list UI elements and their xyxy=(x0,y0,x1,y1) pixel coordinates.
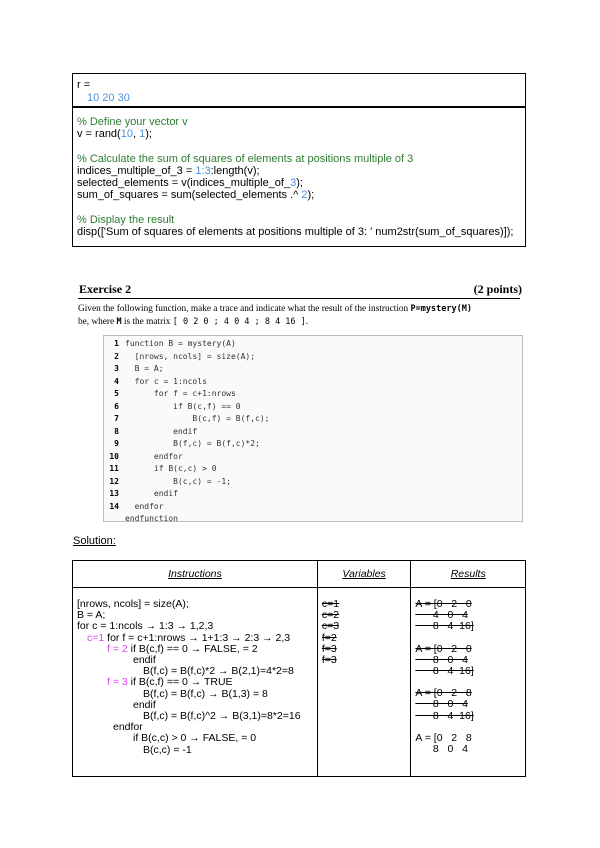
code-block xyxy=(72,107,526,247)
ins-line: endif xyxy=(133,698,156,711)
ins-text: if B(c,f) == 0 → FALSE, = 2 xyxy=(127,642,258,655)
ins-line: [nrows, ncols] = size(A); xyxy=(77,598,189,610)
code-text: sum_of_squares = sum(selected_elements .^ xyxy=(77,189,302,202)
desc-text: . xyxy=(305,317,309,327)
ins-line: endfor xyxy=(113,721,143,734)
desc-code: [ 0 2 0 ; 4 0 4 ; 8 4 16 ] xyxy=(172,317,306,327)
ins-line: B(f,c) = B(f,c)^2 → B(3,1)=8*2=16 xyxy=(143,710,301,723)
result-matrix: A = [0 2 8 8 0 4 8 4 16] xyxy=(415,687,474,722)
code-text: indices_multiple_of_3 = xyxy=(77,164,196,177)
comment-define: % Define your vector v xyxy=(77,116,188,128)
line-numbers: 1 2 3 4 5 6 7 8 9 10 11 12 13 14 xyxy=(109,339,119,511)
ins-line: endif xyxy=(133,654,156,667)
output-label: r = xyxy=(77,79,91,91)
desc-text: Given the following function, make a trace and indicate what the result of the instruction xyxy=(78,304,411,314)
var-item: c=2 xyxy=(321,609,340,622)
code-text: v = rand( xyxy=(77,128,121,141)
exercise-rule xyxy=(78,298,520,299)
ins-line: B(c,c) = -1 xyxy=(143,743,192,756)
code-line-sum xyxy=(77,189,521,201)
exercise-description xyxy=(78,303,522,329)
desc-code: M xyxy=(116,317,122,327)
loop-tag: f = 3 xyxy=(107,676,128,689)
output-block xyxy=(72,73,526,107)
var-item: f=3 xyxy=(321,642,337,655)
code-line-v xyxy=(77,128,521,140)
instructions-cell xyxy=(73,588,318,777)
code-number: 2 xyxy=(301,189,308,202)
code-line-disp: disp(['Sum of squares of elements at positions multiple of 3: ' num2str(sum_of_squares)]); xyxy=(77,226,514,239)
blank-line xyxy=(77,202,521,214)
code-number: 10 xyxy=(120,128,133,141)
ins-text: for f = c+1:nrows → 1+1:3 → 2:3 → 2,3 xyxy=(104,631,291,644)
result-matrix: A = [0 2 0 4 0 4 8 4 16] xyxy=(415,598,474,633)
ins-line: B(f,c) = B(f,c)*2 → B(2,1)=4*2=8 xyxy=(143,665,294,678)
code-line-indices xyxy=(77,165,521,177)
desc-text: be, where xyxy=(78,317,117,327)
exercise-title: Exercise 2 xyxy=(79,282,132,296)
code-line-selected xyxy=(77,177,521,189)
var-item: f=2 xyxy=(321,631,337,644)
code-text: selected_elements = v(indices_multiple_of_ xyxy=(77,177,291,190)
code-text: ); xyxy=(145,128,152,141)
comment-display: % Display the result xyxy=(77,213,175,226)
ins-line: B = A; xyxy=(77,609,106,622)
code-text: ); xyxy=(307,189,315,202)
loop-tag: f = 2 xyxy=(107,642,128,655)
code-number: 1 xyxy=(139,128,146,141)
loop-tag: c=1 xyxy=(87,631,105,644)
blank-line xyxy=(77,141,521,153)
code-listing xyxy=(103,335,523,522)
desc-code: P=mystery(M) xyxy=(410,304,472,314)
ins-line: if B(c,c) > 0 → FALSE, = 0 xyxy=(133,732,257,745)
ins-line xyxy=(77,677,313,688)
solution-label: Solution: xyxy=(73,535,116,547)
output-values: 10 20 30 xyxy=(87,92,130,104)
listing-code: function B = mystery(A) [nrows, ncols] = size(A); B = A; for c = 1:ncols for f = c+1:nrows if B(c,f) == 0 B(c,f) = B(f,c); endif B(f,c) = B(f,c)*2; endfor if B(c,c) > 0 B(c,c) = -1; endif endfor endfunction xyxy=(125,339,270,523)
code-text: ); xyxy=(296,177,303,190)
var-item: c=1 xyxy=(321,598,340,610)
ins-text: if B(c,f) == 0 → TRUE xyxy=(127,676,233,689)
code-text: :length(v); xyxy=(210,164,260,177)
var-item: f=3 xyxy=(321,654,337,667)
ins-line: for c = 1:ncols → 1:3 → 1,2,3 xyxy=(77,620,214,633)
var-item: c=3 xyxy=(321,620,340,633)
desc-text: is the matrix xyxy=(121,317,173,327)
results-cell xyxy=(411,588,526,777)
code-text: , xyxy=(132,128,140,141)
ins-line xyxy=(77,644,313,655)
header-variables: Variables xyxy=(317,561,411,588)
header-results: Results xyxy=(411,561,526,588)
comment-calc: % Calculate the sum of squares of elements at positions multiple of 3 xyxy=(77,152,414,165)
code-number: 1:3 xyxy=(195,164,211,177)
header-instructions: Instructions xyxy=(73,561,318,588)
variables-cell xyxy=(317,588,411,777)
exercise-points: (2 points) xyxy=(473,282,522,296)
result-matrix: A = [0 2 8 8 0 4 xyxy=(415,731,472,756)
ins-line: B(f,c) = B(f,c) → B(1,3) = 8 xyxy=(143,687,268,700)
solution-table xyxy=(72,560,526,777)
code-number: 3 xyxy=(290,177,297,190)
result-matrix: A = [0 2 0 8 0 4 8 4 16] xyxy=(415,642,474,678)
